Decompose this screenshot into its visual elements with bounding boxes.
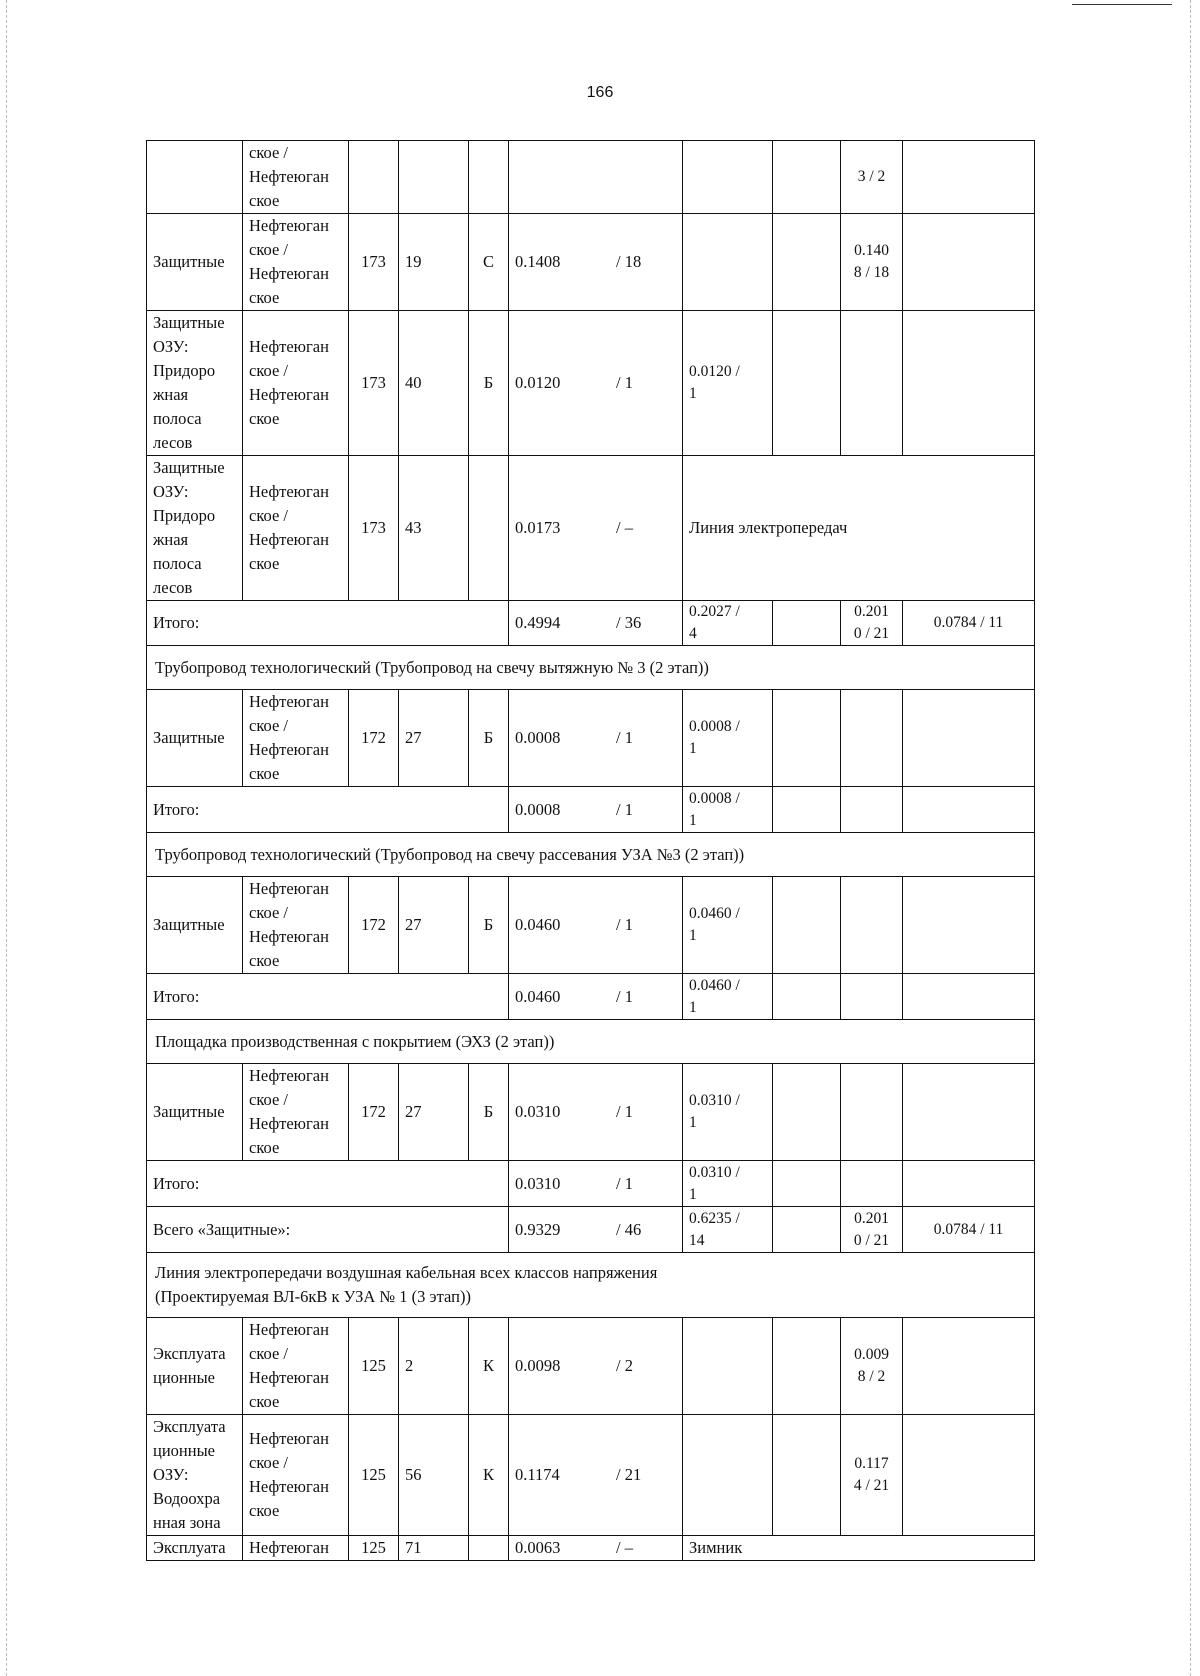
area-value: 0.0008 bbox=[515, 799, 561, 819]
value-cell bbox=[903, 1415, 1035, 1536]
land-category-cell: Защитные bbox=[147, 214, 243, 311]
table-row bbox=[147, 690, 1035, 787]
quarter-cell: 173 bbox=[349, 311, 399, 456]
quarter-cell: 172 bbox=[349, 1064, 399, 1161]
area-count-cell bbox=[509, 1064, 683, 1161]
area-count-cell bbox=[509, 1207, 683, 1253]
total-cell bbox=[773, 787, 841, 833]
value-cell bbox=[903, 1064, 1035, 1161]
section-title: Площадка производственная с покрытием (ЭХЗ (2 этап)) bbox=[147, 1020, 1035, 1064]
quarter-cell: 125 bbox=[349, 1318, 399, 1415]
land-category-cell: Защитные ОЗУ: Придоро жная полоса лесов bbox=[147, 456, 243, 601]
total-cell bbox=[773, 601, 841, 646]
table-row bbox=[147, 877, 1035, 974]
value-cell: 0.009 8 / 2 bbox=[841, 1318, 903, 1415]
value-cell bbox=[773, 877, 841, 974]
value-cell bbox=[903, 690, 1035, 787]
top-edge-rule bbox=[1072, 4, 1172, 5]
total-label: Итого: bbox=[147, 601, 509, 646]
total-row bbox=[147, 601, 1035, 646]
area-count-cell bbox=[509, 601, 683, 646]
value-cell bbox=[903, 1318, 1035, 1415]
value-cell bbox=[903, 214, 1035, 311]
plot-cell: 2 bbox=[399, 1318, 469, 1415]
value-cell bbox=[841, 1064, 903, 1161]
plot-cell: 19 bbox=[399, 214, 469, 311]
land-category-cell: Защитные bbox=[147, 690, 243, 787]
section-header-row bbox=[147, 646, 1035, 690]
type-cell: К bbox=[469, 1318, 509, 1415]
value-cell: 0.0120 / 1 bbox=[683, 311, 773, 456]
area-count-cell bbox=[509, 1536, 683, 1561]
total-label: Итого: bbox=[147, 974, 509, 1020]
area-value: 0.0310 bbox=[515, 1102, 561, 1121]
scan-right-edge bbox=[1190, 0, 1191, 1676]
count-value: / 46 bbox=[616, 1219, 642, 1239]
total-row bbox=[147, 1207, 1035, 1253]
total-cell: 0.201 0 / 21 bbox=[841, 601, 903, 646]
area-count-cell bbox=[509, 974, 683, 1020]
plot-cell: 27 bbox=[399, 690, 469, 787]
area-count-cell bbox=[509, 690, 683, 787]
total-cell bbox=[903, 787, 1035, 833]
section-title: Линия электропередачи воздушная кабельная всех классов напряжения (Проектируемая ВЛ-6кВ к УЗА № 1 (3 этап)) bbox=[147, 1253, 1035, 1318]
land-allocation-table bbox=[146, 140, 1035, 1561]
forestry-cell: Нефтеюган bbox=[243, 1536, 349, 1561]
land-category-cell: Эксплуата ционные bbox=[147, 1318, 243, 1415]
section-header-row bbox=[147, 1020, 1035, 1064]
value-cell: 3 / 2 bbox=[841, 141, 903, 214]
value-cell bbox=[773, 311, 841, 456]
value-cell bbox=[903, 311, 1035, 456]
value-cell bbox=[773, 1415, 841, 1536]
value-cell bbox=[773, 214, 841, 311]
quarter-cell: 172 bbox=[349, 877, 399, 974]
area-value: 0.0460 bbox=[515, 915, 561, 934]
area-count-cell bbox=[509, 1161, 683, 1207]
plot-cell: 27 bbox=[399, 877, 469, 974]
forestry-cell: Нефтеюган ское / Нефтеюган ское bbox=[243, 1415, 349, 1536]
value-cell bbox=[773, 690, 841, 787]
plot-cell: 40 bbox=[399, 311, 469, 456]
table-row bbox=[147, 456, 1035, 601]
total-cell: 0.2027 / 4 bbox=[683, 601, 773, 646]
area-count-cell bbox=[509, 1415, 683, 1536]
plot-cell bbox=[399, 141, 469, 214]
forestry-cell: Нефтеюган ское / Нефтеюган ское bbox=[243, 1064, 349, 1161]
total-label: Итого: bbox=[147, 787, 509, 833]
value-cell bbox=[903, 877, 1035, 974]
value-cell bbox=[841, 690, 903, 787]
count-value: / 1 bbox=[616, 915, 633, 934]
table-row bbox=[147, 141, 1035, 214]
scan-left-edge bbox=[6, 0, 7, 1676]
area-count-cell bbox=[509, 456, 683, 601]
land-category-cell: Защитные ОЗУ: Придоро жная полоса лесов bbox=[147, 311, 243, 456]
total-cell bbox=[903, 1161, 1035, 1207]
value-cell bbox=[903, 141, 1035, 214]
type-cell: К bbox=[469, 1415, 509, 1536]
area-count-cell bbox=[509, 141, 683, 214]
note-cell: Линия электропередач bbox=[683, 456, 1035, 601]
section-title: Трубопровод технологический (Трубопровод на свечу вытяжную № 3 (2 этап)) bbox=[147, 646, 1035, 690]
type-cell: Б bbox=[469, 311, 509, 456]
forestry-cell: Нефтеюган ское / Нефтеюган ское bbox=[243, 690, 349, 787]
area-value: 0.4994 bbox=[515, 613, 561, 632]
land-category-cell: Защитные bbox=[147, 877, 243, 974]
note-cell: Зимник bbox=[683, 1536, 1035, 1561]
count-value: / 1 bbox=[616, 986, 633, 1006]
value-cell bbox=[773, 141, 841, 214]
value-cell: 0.0460 / 1 bbox=[683, 877, 773, 974]
total-cell bbox=[773, 974, 841, 1020]
area-value: 0.0063 bbox=[515, 1538, 561, 1557]
forestry-cell: Нефтеюган ское / Нефтеюган ское bbox=[243, 456, 349, 601]
count-value: / 18 bbox=[616, 252, 642, 271]
count-value: / 21 bbox=[616, 1465, 642, 1484]
count-value: / – bbox=[616, 518, 633, 537]
land-category-cell: Защитные bbox=[147, 1064, 243, 1161]
total-cell bbox=[773, 1161, 841, 1207]
area-value: 0.9329 bbox=[515, 1219, 561, 1239]
type-cell: Б bbox=[469, 690, 509, 787]
value-cell bbox=[841, 877, 903, 974]
area-value: 0.0120 bbox=[515, 373, 561, 392]
table-row bbox=[147, 1415, 1035, 1536]
count-value: / 1 bbox=[616, 728, 633, 747]
area-value: 0.0008 bbox=[515, 728, 561, 747]
type-cell bbox=[469, 141, 509, 214]
value-cell bbox=[683, 141, 773, 214]
value-cell bbox=[683, 214, 773, 311]
forestry-cell: Нефтеюган ское / Нефтеюган ское bbox=[243, 1318, 349, 1415]
section-header-row bbox=[147, 833, 1035, 877]
total-cell: 0.201 0 / 21 bbox=[841, 1207, 903, 1253]
type-cell: С bbox=[469, 214, 509, 311]
table-row bbox=[147, 1536, 1035, 1561]
quarter-cell bbox=[349, 141, 399, 214]
table-row bbox=[147, 1318, 1035, 1415]
total-cell: 0.6235 / 14 bbox=[683, 1207, 773, 1253]
total-cell bbox=[841, 974, 903, 1020]
type-cell: Б bbox=[469, 877, 509, 974]
total-cell bbox=[773, 1207, 841, 1253]
area-value: 0.1174 bbox=[515, 1465, 560, 1484]
total-cell: 0.0460 / 1 bbox=[683, 974, 773, 1020]
forestry-cell: Нефтеюган ское / Нефтеюган ское bbox=[243, 214, 349, 311]
quarter-cell: 125 bbox=[349, 1536, 399, 1561]
total-cell bbox=[841, 787, 903, 833]
count-value: / 1 bbox=[616, 799, 633, 819]
forestry-cell: Нефтеюган ское / Нефтеюган ское bbox=[243, 311, 349, 456]
quarter-cell: 173 bbox=[349, 456, 399, 601]
total-row bbox=[147, 787, 1035, 833]
area-value: 0.0310 bbox=[515, 1173, 561, 1193]
table-row bbox=[147, 214, 1035, 311]
plot-cell: 27 bbox=[399, 1064, 469, 1161]
total-cell: 0.0310 / 1 bbox=[683, 1161, 773, 1207]
value-cell bbox=[773, 1318, 841, 1415]
type-cell bbox=[469, 456, 509, 601]
area-count-cell bbox=[509, 877, 683, 974]
count-value: / 2 bbox=[616, 1356, 633, 1375]
area-value: 0.0460 bbox=[515, 986, 561, 1006]
area-count-cell bbox=[509, 214, 683, 311]
count-value: / 1 bbox=[616, 1173, 633, 1193]
value-cell bbox=[773, 1064, 841, 1161]
count-value: / 36 bbox=[616, 613, 642, 632]
area-value: 0.1408 bbox=[515, 252, 561, 271]
value-cell bbox=[683, 1318, 773, 1415]
count-value: / 1 bbox=[616, 1102, 633, 1121]
land-category-cell: Эксплуата bbox=[147, 1536, 243, 1561]
value-cell bbox=[841, 311, 903, 456]
area-value: 0.0173 bbox=[515, 518, 561, 537]
plot-cell: 71 bbox=[399, 1536, 469, 1561]
land-category-cell: Эксплуата ционные ОЗУ: Водоохра нная зона bbox=[147, 1415, 243, 1536]
section-title: Трубопровод технологический (Трубопровод на свечу рассевания УЗА №3 (2 этап)) bbox=[147, 833, 1035, 877]
value-cell: 0.117 4 / 21 bbox=[841, 1415, 903, 1536]
table-body bbox=[147, 141, 1035, 1561]
section-header-row bbox=[147, 1253, 1035, 1318]
plot-cell: 43 bbox=[399, 456, 469, 601]
total-row bbox=[147, 974, 1035, 1020]
count-value: / – bbox=[616, 1538, 633, 1557]
quarter-cell: 125 bbox=[349, 1415, 399, 1536]
total-cell bbox=[903, 974, 1035, 1020]
type-cell bbox=[469, 1536, 509, 1561]
total-label: Всего «Защитные»: bbox=[147, 1207, 509, 1253]
forestry-cell: ское / Нефтеюган ское bbox=[243, 141, 349, 214]
total-cell: 0.0008 / 1 bbox=[683, 787, 773, 833]
value-cell bbox=[683, 1415, 773, 1536]
area-value: 0.0098 bbox=[515, 1356, 561, 1375]
total-cell bbox=[841, 1161, 903, 1207]
value-cell: 0.140 8 / 18 bbox=[841, 214, 903, 311]
forestry-cell: Нефтеюган ское / Нефтеюган ское bbox=[243, 877, 349, 974]
land-category-cell bbox=[147, 141, 243, 214]
total-label: Итого: bbox=[147, 1161, 509, 1207]
area-count-cell bbox=[509, 1318, 683, 1415]
area-count-cell bbox=[509, 787, 683, 833]
plot-cell: 56 bbox=[399, 1415, 469, 1536]
value-cell: 0.0310 / 1 bbox=[683, 1064, 773, 1161]
table-row bbox=[147, 1064, 1035, 1161]
quarter-cell: 172 bbox=[349, 690, 399, 787]
table-row bbox=[147, 311, 1035, 456]
total-cell: 0.0784 / 11 bbox=[903, 1207, 1035, 1253]
total-cell: 0.0784 / 11 bbox=[903, 601, 1035, 646]
area-count-cell bbox=[509, 311, 683, 456]
total-row bbox=[147, 1161, 1035, 1207]
quarter-cell: 173 bbox=[349, 214, 399, 311]
count-value: / 1 bbox=[616, 373, 633, 392]
page-number: 166 bbox=[586, 84, 614, 101]
type-cell: Б bbox=[469, 1064, 509, 1161]
value-cell: 0.0008 / 1 bbox=[683, 690, 773, 787]
